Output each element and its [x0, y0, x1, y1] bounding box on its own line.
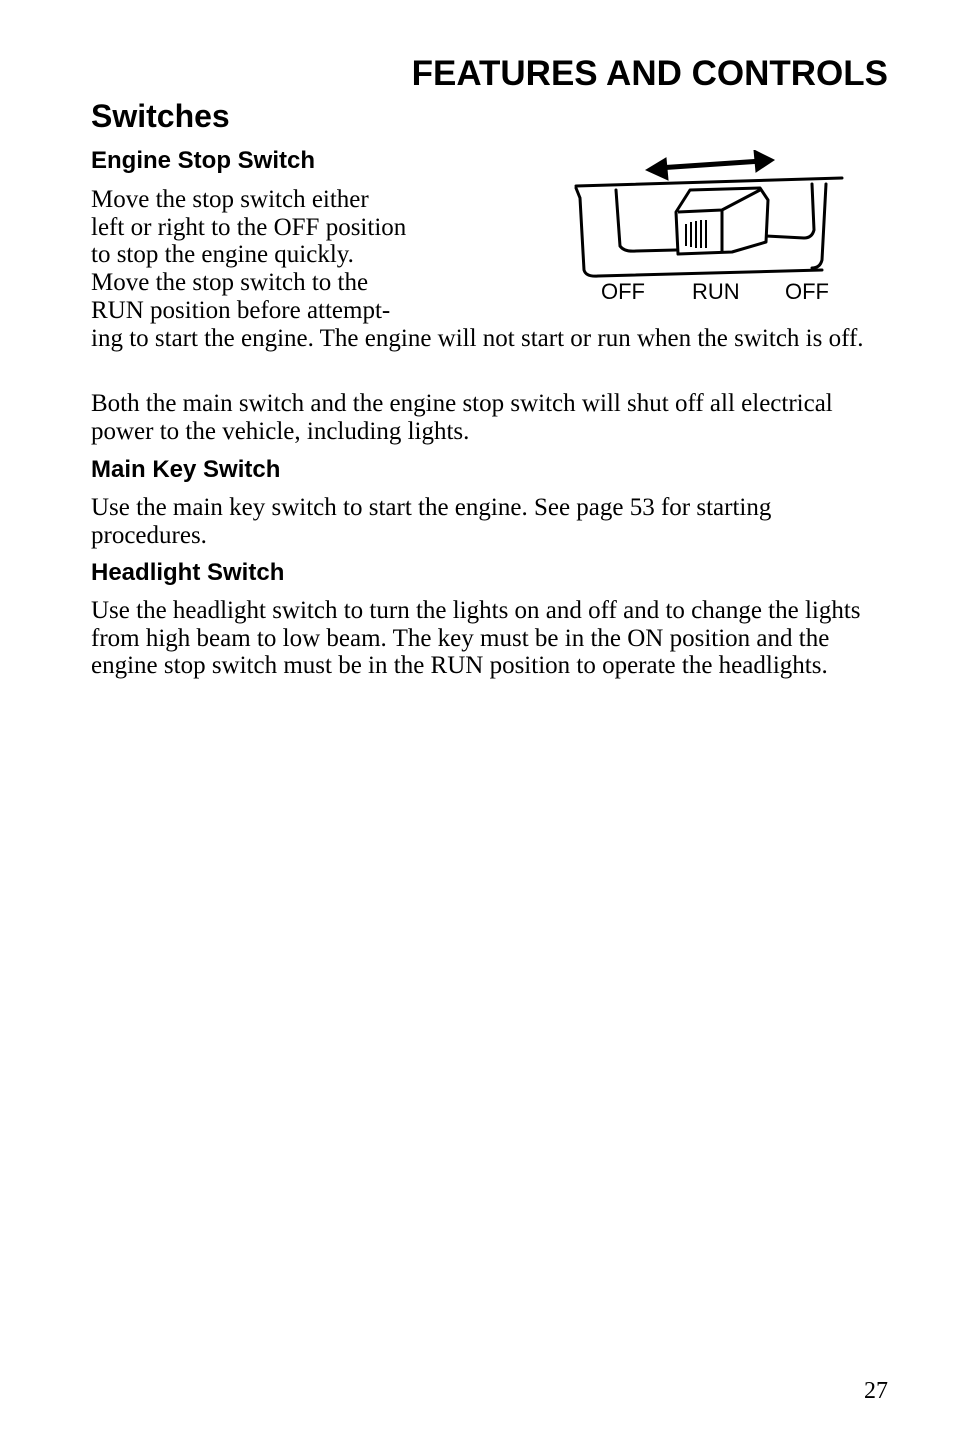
- engine-stop-heading: Engine Stop Switch: [91, 147, 316, 174]
- off-right-label: OFF: [785, 279, 829, 304]
- toggle-knob: [676, 188, 768, 254]
- engine-stop-switch-figure: [572, 150, 852, 310]
- page-title: FEATURES AND CONTROLS: [411, 54, 888, 93]
- main-key-paragraph: Use the main key switch to start the engine. See page 53 for starting procedures.: [91, 494, 772, 549]
- intro-line: to stop the engine quickly.: [91, 241, 354, 269]
- headlight-paragraph: Use the headlight switch to turn the lights on and off and to change the lights from high beam to low beam. The key must be in the ON position and the engine stop switch must be in the RUN position to operate the headlights.: [91, 597, 861, 680]
- run-label: RUN: [692, 279, 740, 304]
- engine-stop-intro: [91, 186, 441, 325]
- double-arrow-icon: [646, 150, 774, 180]
- off-left-label: OFF: [601, 279, 645, 304]
- intro-line: left or right to the OFF position: [91, 213, 407, 241]
- headlight-heading: Headlight Switch: [91, 559, 285, 586]
- section-title: Switches: [91, 98, 230, 134]
- intro-line: Move the stop switch to the: [91, 269, 369, 297]
- main-key-heading: Main Key Switch: [91, 456, 281, 483]
- intro-line: RUN position before attempt-: [91, 296, 391, 324]
- shutoff-paragraph: Both the main switch and the engine stop switch will shut off all electrical power to the vehicle, including lights.: [91, 390, 833, 445]
- intro-line: Move the stop switch either: [91, 186, 369, 213]
- page-number: 27: [864, 1378, 888, 1404]
- engine-stop-continuation: ing to start the engine. The engine will not start or run when the switch is off.: [91, 325, 864, 352]
